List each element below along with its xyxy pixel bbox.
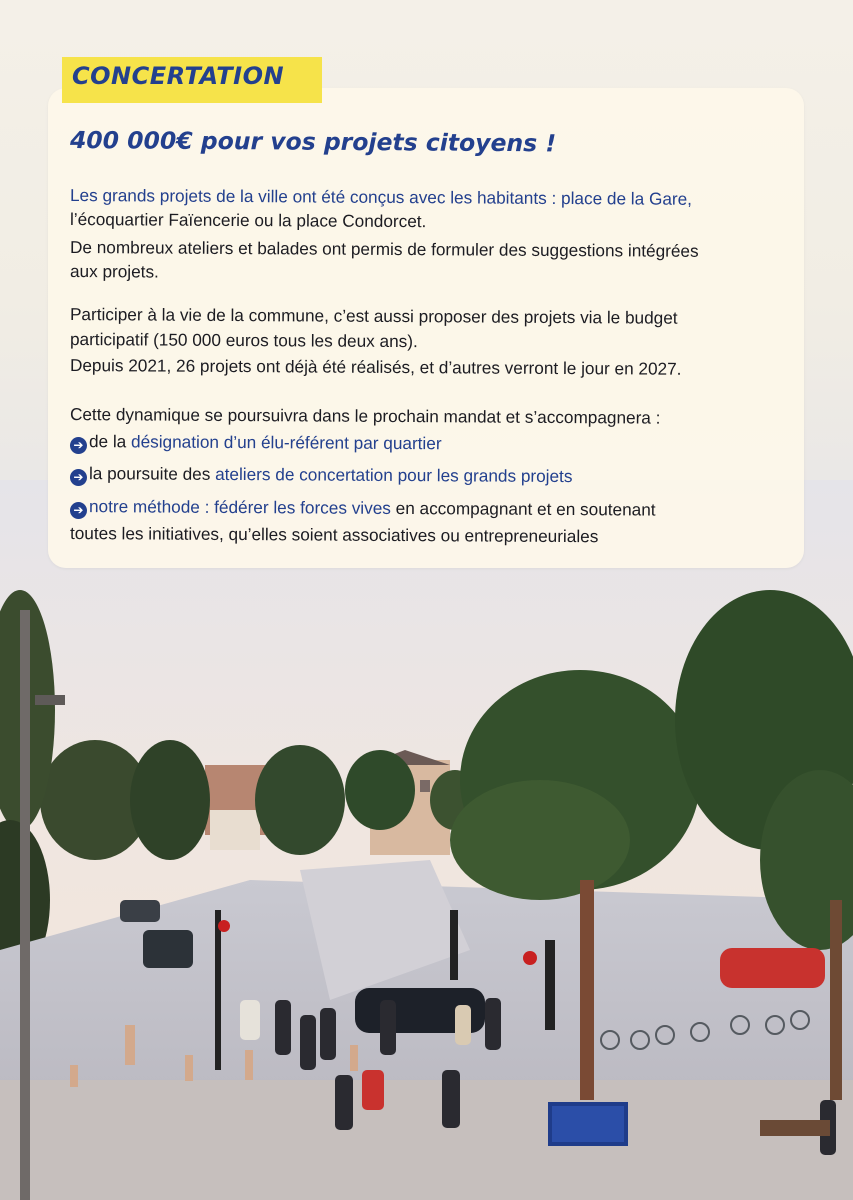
- bullet-lead: la poursuite des: [88, 463, 216, 484]
- arrow-right-circle-icon: ➔: [70, 437, 87, 454]
- paragraph-1-line-2: l’écoquartier Faïencerie ou la place Condorcet.: [69, 209, 427, 232]
- page-title: 400 000€ pour vos projets citoyens !: [69, 126, 557, 158]
- station-square-photo: [0, 480, 853, 1200]
- paragraph-1-line-1: Les grands projets de la ville ont été conçus avec les habitants : place de la Gare,: [69, 185, 693, 209]
- bullet-highlight: ateliers de concertation pour les grands projets: [215, 463, 573, 487]
- bullet-3-continuation: toutes les initiatives, qu’elles soient associatives ou entrepreneuriales: [69, 523, 599, 547]
- bullet-lead: de la: [88, 431, 132, 452]
- bullet-item: [70, 463, 573, 489]
- bullet-item: [70, 496, 656, 523]
- bullet-item: [70, 431, 442, 456]
- arrow-right-circle-icon: ➔: [70, 469, 87, 486]
- section-tag: CONCERTATION: [72, 62, 285, 90]
- bullet-highlight: désignation d’un élu-référent par quartier: [130, 431, 442, 454]
- paragraph-3-intro: Cette dynamique se poursuivra dans le prochain mandat et s’accompagnera :: [69, 404, 661, 428]
- paragraph-2-line-3: Depuis 2021, 26 projets ont déjà été réalisés, et d’autres verront le jour en 2027.: [69, 355, 682, 379]
- paragraph-1-line-4: aux projets.: [69, 261, 159, 282]
- paragraph-2-line-2: participatif (150 000 euros tous les deux ans).: [69, 329, 418, 352]
- bullet-highlight: notre méthode : fédérer les forces vives: [88, 496, 391, 518]
- arrow-right-circle-icon: ➔: [70, 502, 87, 519]
- paragraph-1-line-3: De nombreux ateliers et balades ont permis de formuler des suggestions intégrées: [69, 237, 699, 261]
- paragraph-2-line-1: Participer à la vie de la commune, c’est aussi proposer des projets via le budget: [69, 304, 678, 328]
- bullet-rest: en accompagnant et en soutenant: [390, 497, 656, 520]
